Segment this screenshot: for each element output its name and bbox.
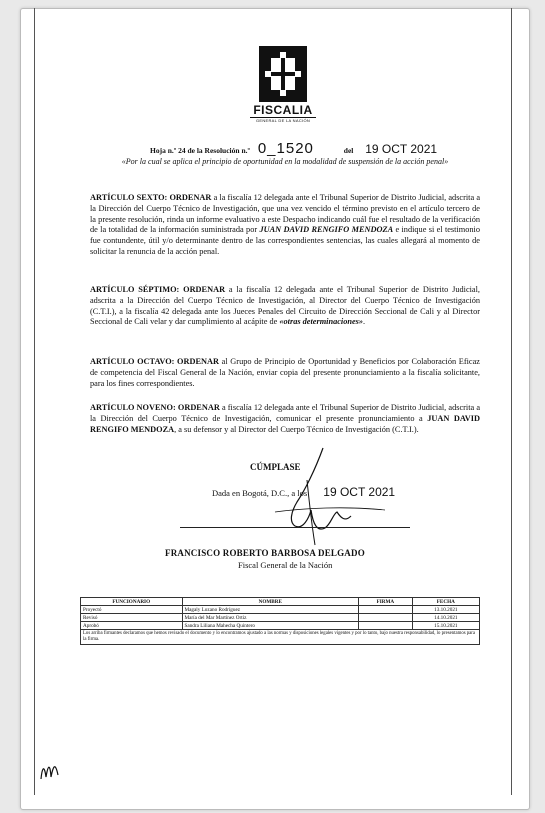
- col-header: FUNCIONARIO: [81, 598, 183, 606]
- table-cell: [359, 606, 413, 614]
- table-cell: 13.10.2021: [412, 606, 479, 614]
- article-text: a la fiscalía 12 delegada ante el Tribunal Superior de Distrito Judicial, adscrita a la Dirección del Cuerpo Técnico de Investigación, que una vez vencido el término previsto en el artículo tercero de la presente resolución, rinda un informe evaluativo a este Despacho indicando cuál fue el resultado de la verificación de la totalidad de la información suministrada por: [90, 193, 480, 235]
- table-cell: 15.10.2021: [412, 622, 479, 630]
- table-cell: Aprobó: [81, 622, 183, 630]
- article-octavo: [90, 357, 480, 389]
- table-cell: 14.10.2021: [412, 614, 479, 622]
- page-frame: [34, 8, 512, 795]
- table-cell: Sandra Liliana Mahecha Quintero: [182, 622, 359, 630]
- article-sexto: [90, 193, 480, 258]
- resolution-date: 19 OCT 2021: [365, 142, 438, 156]
- handwritten-signature-icon: [245, 440, 395, 550]
- table-header-row: [81, 598, 480, 606]
- table-cell: Revisó: [81, 614, 183, 622]
- col-header: NOMBRE: [182, 598, 359, 606]
- logo-subtitle: GENERAL DE LA NACIÓN: [250, 117, 316, 123]
- table-row: [81, 606, 480, 614]
- cumplase-label: CÚMPLASE: [250, 462, 301, 472]
- table-row: [81, 614, 480, 622]
- person-name: JUAN DAVID RENGIFO MENDOZA: [259, 225, 394, 235]
- article-lead: ARTÍCULO OCTAVO: ORDENAR: [90, 357, 220, 366]
- article-text: a la fiscalía 12 delegada ante el Tribunal Superior de Distrito Judicial, adscrita a la Dirección del Cuerpo Técnico de Investigación, al Director del Cuerpo Técnico de Investigación (C.T.I.), a la fiscalía 42 delegada ante los Jueces Penales del Circuito de Dirección Seccional de Cali y al Director Seccional de Cali velar y dar cumplimiento al acápite de: [90, 285, 480, 327]
- logo-name: FISCALIA: [253, 103, 313, 117]
- table-row: [81, 622, 480, 630]
- article-lead: ARTÍCULO SEXTO: ORDENAR: [90, 193, 212, 202]
- signer-name: FRANCISCO ROBERTO BARBOSA DELGADO: [165, 548, 365, 558]
- article-text: e indique si el testimonio fue contundente, útil y/o determinante dentro de las correspondientes sentencias, las cuales allegará al momento de solicitar la renuncia de la acción penal.: [90, 225, 480, 256]
- table-note: Los arriba firmantes declaramos que hemos revisado el documento y lo encontramos ajustado a las normas y disposiciones legales vigentes y por lo tanto, bajo nuestra responsabilidad, lo presentamos para la firma.: [81, 630, 480, 645]
- handwritten-initials-icon: [38, 757, 62, 785]
- approval-table: [80, 597, 480, 645]
- table-cell: [359, 614, 413, 622]
- table-cell: Proyectó: [81, 606, 183, 614]
- hoja-label: Hoja n.º 24 de la Resolución n.º: [150, 146, 250, 155]
- fiscalia-logo: [248, 46, 318, 123]
- article-lead: ARTÍCULO NOVENO: ORDENAR: [90, 403, 220, 412]
- table-cell: María del Mar Martínez Ortiz: [182, 614, 359, 622]
- table-cell: Magaly Lozano Rodríguez: [182, 606, 359, 614]
- table-note-row: [81, 630, 480, 645]
- article-text: al Grupo de Principio de Oportunidad y Beneficios por Colaboración Eficaz de competencia del Fiscal General de la Nación, enviar copia del presente pronunciamiento a la fiscalía solicitante, para los fines correspondientes.: [90, 357, 480, 388]
- resolution-number: 0_1520: [257, 140, 314, 157]
- article-lead: ARTÍCULO SÉPTIMO: ORDENAR: [90, 285, 226, 294]
- col-header: FECHA: [412, 598, 479, 606]
- dada-en-label: Dada en Bogotá, D.C., a los: [212, 488, 308, 498]
- resolution-subtitle: «Por la cual se aplica el principio de oportunidad en la modalidad de suspensión de la acción penal»: [121, 157, 449, 166]
- article-noveno: [90, 403, 480, 435]
- emphasis-text: «otras determinaciones»: [279, 317, 364, 327]
- article-text: , a su defensor y al Director del Cuerpo Técnico de Investigación (C.T.I.).: [174, 424, 419, 434]
- col-header: FIRMA: [359, 598, 413, 606]
- puzzle-logo-icon: [259, 46, 307, 102]
- article-text: .: [363, 317, 366, 327]
- table-cell: [359, 622, 413, 630]
- closing-date: 19 OCT 2021: [323, 485, 396, 499]
- article-septimo: [90, 285, 480, 328]
- person-name: JUAN DAVID RENGIFO MENDOZA: [90, 413, 480, 434]
- del-label: del: [343, 146, 354, 155]
- signature-line: [180, 527, 410, 528]
- signer-role: Fiscal General de la Nación: [238, 560, 333, 570]
- article-text: a fiscalía 12 delegada ante el Tribunal Superior de Distrito Judicial, adscrita a la Dirección del Cuerpo Técnico de Investigación, comunicar el presente pronunciamiento a: [90, 403, 481, 423]
- resolution-header: [150, 140, 437, 157]
